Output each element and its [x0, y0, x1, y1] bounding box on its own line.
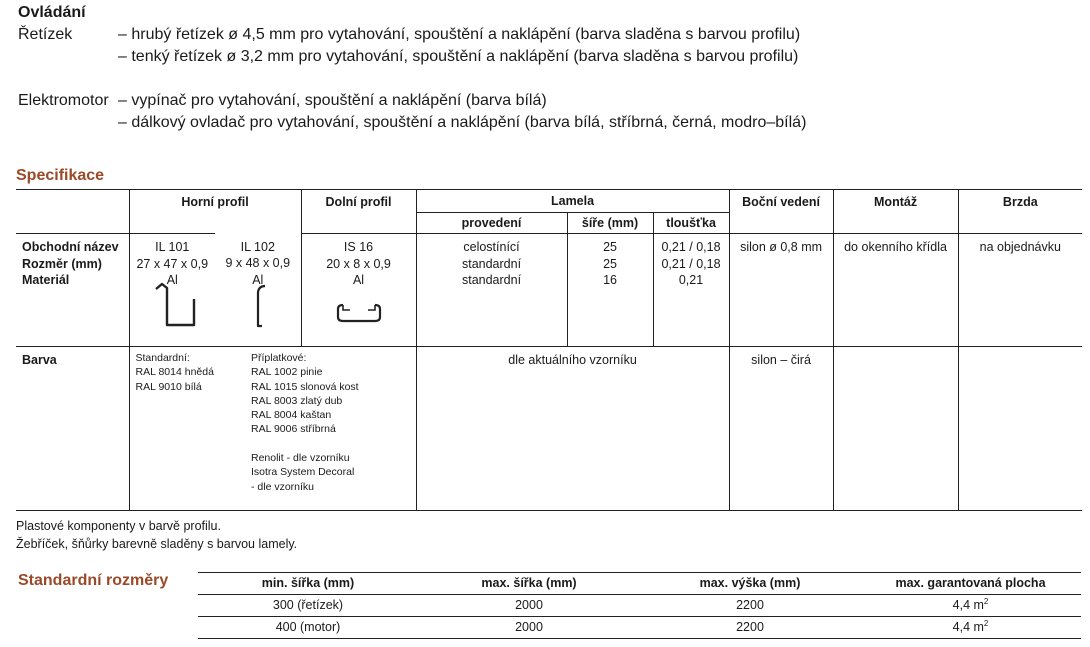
il102-size: 9 x 48 x 0,9 [225, 256, 291, 270]
spec-row-labels [16, 234, 129, 347]
priplatek-ral-8003: RAL 8003 zlatý dub [251, 394, 343, 407]
header-lamela: Lamela [416, 190, 729, 213]
priplatek-ral-1015: RAL 1015 slonová kost [251, 380, 359, 393]
dims-header-min-width: min. šířka (mm) [198, 573, 418, 595]
dims-row-chain [198, 595, 1081, 617]
is16-name: IS 16 [343, 240, 374, 254]
standard-title: Standardní: [135, 352, 190, 364]
provedeni-2: standardní [461, 256, 522, 271]
cell-lamela-sire [567, 234, 653, 347]
dims-header-max-width: max. šířka (mm) [418, 573, 640, 595]
dims-area-value: 4,4 m [952, 598, 984, 612]
note-ladder: Žebříček, šňůrky barevně sladěny s barvou lamely. [16, 537, 298, 551]
tloustka-1: 0,21 / 0,18 [661, 240, 721, 254]
header-brzda: Brzda [958, 190, 1082, 234]
dims-max-area [860, 617, 1081, 639]
dims-max-area [860, 595, 1081, 617]
motor-item-remote: – dálkový ovladač pro vytahování, spouštění a naklápění (barva bílá, stříbrná, černá, modro–bílá) [118, 114, 807, 131]
sire-2: 25 [603, 256, 617, 271]
dims-max-height: 2200 [640, 595, 860, 617]
il102-name: IL 102 [240, 239, 275, 254]
dims-min-width: 400 (motor) [198, 617, 418, 639]
priplatek-ral-1002: RAL 1002 pinie [251, 366, 323, 379]
subheader-tloustka: tloušťka [653, 213, 729, 234]
priplatek-ral-9006: RAL 9006 stříbrná [251, 423, 336, 436]
provedeni-1: celostínící [463, 240, 520, 254]
header-bocni-vedeni: Boční vedení [729, 190, 833, 234]
cell-barva-bocni: silon – čirá [729, 347, 833, 511]
note-plastic: Plastové komponenty v barvě profilu. [16, 519, 221, 533]
dims-max-height: 2200 [640, 617, 860, 639]
priplatek-dle-vzorniku: - dle vzorníku [251, 480, 315, 493]
spec-heading: Specifikace [16, 167, 105, 184]
label-obchodni-nazev: Obchodní název [22, 240, 119, 254]
chain-label: Řetízek [18, 26, 73, 43]
il101-material: Al [166, 273, 178, 287]
cell-barva-montaz [833, 347, 958, 511]
label-barva: Barva [16, 347, 129, 511]
cell-montaz: do okenního křídla [833, 234, 958, 347]
sire-3: 16 [603, 273, 617, 287]
controls-heading: Ovládání [18, 4, 86, 21]
is16-profile-diagram [329, 289, 389, 329]
cell-bocni-vedeni: silon ø 0,8 mm [729, 234, 833, 347]
motor-item-switch: – vypínač pro vytahování, spouštění a naklápění (barva bílá) [118, 92, 547, 109]
priplatek-renolit: Renolit - dle vzorníku [251, 452, 350, 465]
dims-max-width: 2000 [418, 617, 640, 639]
dims-header-max-height: max. výška (mm) [640, 573, 860, 595]
cell-barva-lamela: dle aktuálního vzorníku [416, 347, 729, 511]
cell-barva-standard [129, 347, 215, 511]
label-rozmer: Rozměr (mm) [22, 256, 102, 271]
dims-min-width: 300 (řetízek) [198, 595, 418, 617]
spec-table [16, 189, 1082, 511]
dims-max-width: 2000 [418, 595, 640, 617]
standard-ral-9010: RAL 9010 bílá [135, 380, 202, 393]
cell-brzda: na objednávku [958, 234, 1082, 347]
is16-size: 20 x 8 x 0,9 [326, 256, 391, 271]
il101-size: 27 x 47 x 0,9 [136, 256, 209, 271]
dims-table [198, 572, 1081, 639]
cell-horni-il102 [215, 234, 301, 347]
motor-label: Elektromotor [18, 92, 109, 109]
dims-row-motor [198, 617, 1081, 639]
dims-area-value: 4,4 m [952, 620, 984, 634]
header-montaz: Montáž [833, 190, 958, 234]
il101-profile-diagram [142, 275, 202, 331]
chain-item-thin: – tenký řetízek ø 3,2 mm pro vytahování, spouštění a naklápění (barva sladěna s barvou profilu) [118, 48, 799, 65]
subheader-sire: šíře (mm) [567, 213, 653, 234]
il102-profile-diagram [238, 274, 278, 334]
provedeni-3: standardní [461, 273, 522, 287]
cell-lamela-provedeni [416, 234, 567, 347]
cell-barva-priplatek [215, 347, 416, 511]
spec-header-empty [16, 190, 129, 234]
dims-header-max-area: max. garantovaná plocha [860, 573, 1081, 595]
il101-name: IL 101 [155, 240, 190, 254]
priplatek-decoral: Isotra System Decoral [251, 466, 355, 479]
label-material: Materiál [22, 273, 70, 287]
header-horni-profil: Horní profil [129, 190, 301, 234]
cell-dolni-is16 [301, 234, 416, 347]
subheader-provedeni: provedení [416, 213, 567, 234]
dims-heading: Standardní rozměry [18, 572, 169, 589]
il102-material: Al [252, 272, 264, 287]
standard-ral-8014: RAL 8014 hnědá [135, 366, 214, 379]
cell-lamela-tloustka [653, 234, 729, 347]
header-dolni-profil: Dolní profil [301, 190, 416, 234]
is16-material: Al [352, 273, 365, 287]
priplatek-spacer [251, 437, 416, 451]
tloustka-3: 0,21 [678, 273, 704, 287]
dims-area-sup: 2 [983, 596, 989, 606]
tloustka-2: 0,21 / 0,18 [661, 256, 721, 271]
priplatek-title: Příplatkové: [251, 352, 307, 364]
chain-item-thick: – hrubý řetízek ø 4,5 mm pro vytahování, spouštění a naklápění (barva sladěna s barvou profilu) [118, 26, 801, 43]
cell-horni-il101 [129, 234, 215, 347]
cell-barva-brzda [958, 347, 1082, 511]
dims-area-sup: 2 [983, 618, 989, 628]
sire-1: 25 [603, 240, 617, 254]
priplatek-ral-8004: RAL 8004 kaštan [251, 409, 332, 422]
